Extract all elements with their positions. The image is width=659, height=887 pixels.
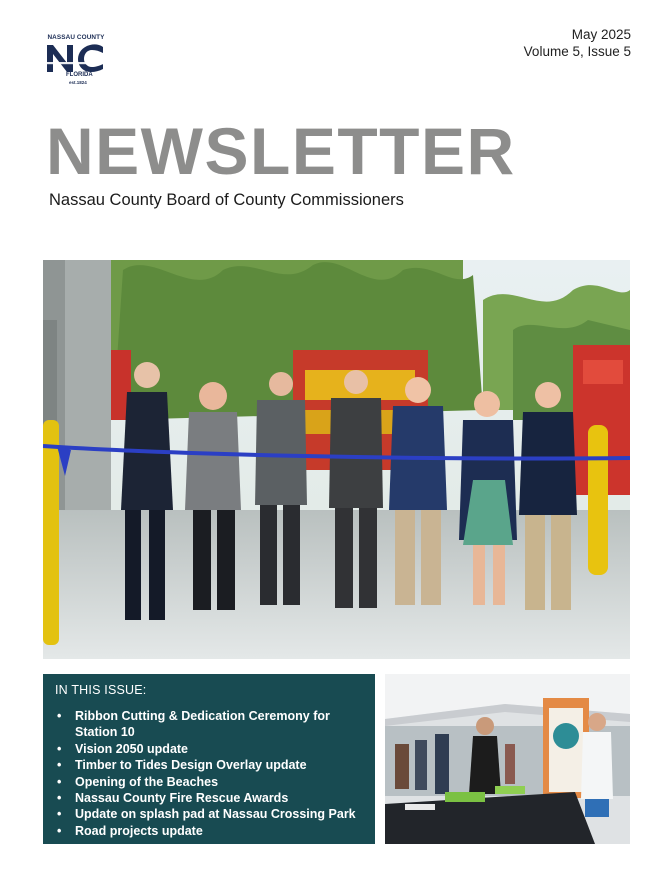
logo-nc-mark	[45, 42, 107, 74]
issue-info	[524, 26, 631, 60]
in-this-issue-box	[43, 674, 375, 844]
in-this-issue-heading: IN THIS ISSUE:	[55, 683, 147, 697]
bullet-icon: •	[57, 758, 62, 773]
list-item	[55, 774, 363, 790]
logo-state-text: FLORIDA	[66, 72, 93, 78]
list-item-text: Road projects update	[75, 823, 203, 838]
bullet-icon: •	[57, 741, 62, 756]
list-item-text: Timber to Tides Design Overlay update	[75, 758, 307, 773]
issue-volume: Volume 5, Issue 5	[523, 44, 631, 59]
logo-county-text: NASSAU COUNTY	[47, 34, 105, 41]
bullet-icon: •	[57, 791, 62, 806]
county-logo	[44, 34, 108, 92]
list-item	[55, 708, 363, 741]
list-item-text: Nassau County Fire Rescue Awards	[75, 791, 289, 806]
list-item	[55, 823, 363, 839]
list-item	[55, 741, 363, 757]
list-item-text: Ribbon Cutting & Dedication Ceremony for Station 10	[75, 709, 330, 740]
list-item	[55, 806, 363, 822]
bullet-icon: •	[57, 774, 62, 789]
list-item-text: Opening of the Beaches	[75, 774, 219, 789]
in-this-issue-list	[55, 708, 363, 839]
list-item-text: Update on splash pad at Nassau Crossing Park	[75, 807, 356, 822]
newsletter-subtitle: Nassau County Board of County Commissioners	[49, 191, 404, 209]
list-item-text: Vision 2050 update	[75, 741, 189, 756]
logo-established-text: est.1824	[69, 80, 87, 85]
newsletter-title: NEWSLETTER	[46, 114, 516, 188]
list-item	[55, 757, 363, 773]
issue-date: May 2025	[571, 27, 631, 42]
ribbon-cutting-photo	[43, 260, 630, 659]
bullet-icon: •	[57, 807, 62, 822]
tent-event-photo	[385, 674, 630, 844]
bullet-icon: •	[57, 823, 62, 838]
bullet-icon: •	[57, 709, 62, 723]
list-item	[55, 790, 363, 806]
